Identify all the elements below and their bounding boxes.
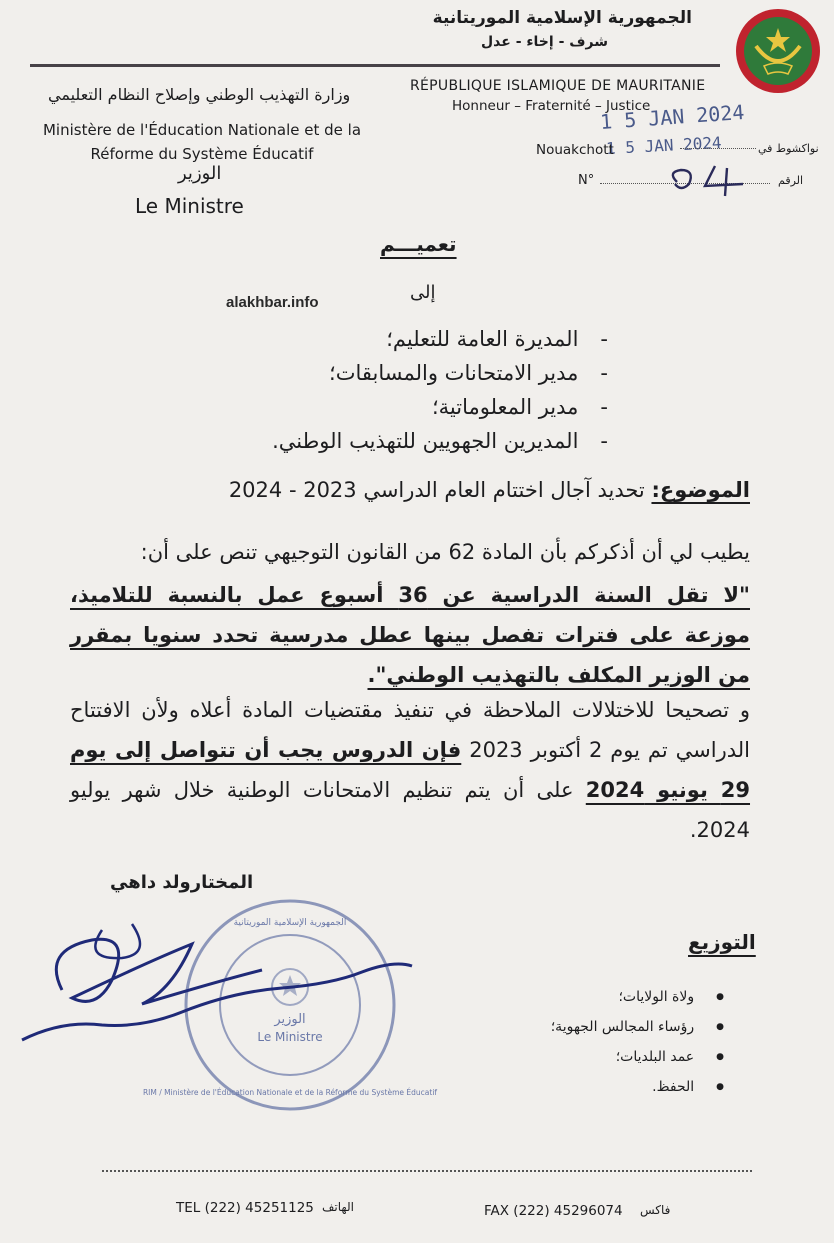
subject-text: تحديد آجال اختتام العام الدراسي 2023 - 2024	[228, 478, 652, 502]
list-item: ● رؤساء المجالس الجهوية؛	[551, 1012, 724, 1042]
subject-label: الموضوع:	[651, 478, 750, 502]
subject-line	[229, 478, 750, 502]
date-dotted-line	[680, 148, 756, 149]
stamp-top-ar: الجمهورية الإسلامية الموريتانية	[233, 918, 347, 928]
header-rule	[30, 64, 720, 67]
date-stamp: 1 5 JAN 2024	[599, 99, 746, 135]
motto-fr: Honneur – Fraternité – Justice	[452, 98, 651, 114]
fax-number: FAX (222) 45296074	[484, 1203, 623, 1219]
list-item: - المديرة العامة للتعليم؛	[272, 322, 608, 356]
ministry-name-fr	[42, 118, 362, 166]
ministry-fr-line1: Ministère de l'Éducation Nationale et de la	[42, 121, 362, 139]
list-item: - مدير الامتحانات والمسابقات؛	[272, 356, 608, 390]
addressee-label: إلى	[410, 282, 436, 303]
ministry-fr-line2: Réforme du Système Éducatif	[90, 145, 314, 163]
mauritania-emblem-icon	[728, 6, 828, 96]
phone-number: TEL (222) 45251125	[176, 1200, 314, 1216]
document-title: تعميـــم	[380, 232, 457, 256]
article-quote	[70, 575, 750, 695]
number-label-ar: الرقم	[778, 174, 804, 187]
distribution-list	[551, 982, 724, 1102]
distribution-title: التوزيع	[688, 930, 756, 954]
fax-label-ar: فاكس	[640, 1203, 671, 1217]
paragraph-decision	[70, 690, 750, 850]
paragraph-intro: يطيب لي أن أذكركم بأن المادة 62 من القانون التوجيهي تنص على أن:	[140, 540, 750, 564]
list-item: ● الحفظ.	[551, 1072, 724, 1102]
decision-text-a: و تصحيحا للاختلالات الملاحظة في تنفيذ مقتضيات المادة أعلاه ولأن الافتتاح الدراسي تم يوم 2 أكتوبر 2023	[70, 698, 750, 762]
minister-title-fr: Le Ministre	[135, 194, 244, 218]
city-label-fr: Nouakchott	[536, 142, 614, 158]
footer-dotted-rule	[102, 1170, 752, 1172]
republic-name-ar: الجمهورية الإسلامية الموريتانية	[432, 8, 692, 28]
number-value: 04	[709, 198, 711, 199]
list-item: ● ولاة الولايات؛	[551, 982, 724, 1012]
decision-emphasis: فإن الدروس يجب أن تتواصل إلى يوم 29 يونيو 2024	[70, 738, 751, 802]
motto-ar: شرف - إخاء - عدل	[481, 34, 608, 50]
date-stamp-second: 1 5 JAN 2024	[605, 132, 723, 159]
stamp-center-fr: Le Ministre	[257, 1030, 323, 1044]
watermark: alakhbar.info	[226, 294, 319, 311]
stamp-ring-fr: RIM / Ministère de l'Éducation Nationale et de la Réforme du Système Éducatif	[142, 1088, 438, 1097]
minister-title-ar: الوزير	[178, 163, 222, 184]
handwritten-number	[665, 160, 755, 200]
list-item: ● عمد البلديات؛	[551, 1042, 724, 1072]
ministry-name-ar: وزارة التهذيب الوطني وإصلاح النظام التعليمي	[48, 85, 351, 104]
phone-label-ar: الهاتف	[322, 1200, 354, 1214]
city-label-ar: نواكشوط في	[758, 142, 819, 155]
handwritten-signature	[2, 900, 422, 1060]
list-item: - مدير المعلوماتية؛	[272, 390, 608, 424]
decision-text-b: على أن يتم تنظيم الامتحانات الوطنية خلال شهر يوليو 2024.	[70, 778, 750, 842]
list-item: - المديرين الجهويين للتهذيب الوطني.	[272, 424, 608, 458]
article-quote-text: "لا تقل السنة الدراسية عن 36 أسبوع عمل بالنسبة للتلاميذ، موزعة على فترات تفصل بينها عطل مدرسية تحدد سنويا بمقرر من الوزير المكلف بالتهذيب الوطني".	[70, 583, 750, 687]
stamp-center-ar: الوزير	[274, 1012, 306, 1027]
recipients-list	[272, 322, 608, 458]
republic-name-fr: RÉPUBLIQUE ISLAMIQUE DE MAURITANIE	[410, 78, 706, 94]
number-label-fr: N°	[578, 173, 595, 188]
signatory-name: المختارولد داهي	[110, 872, 254, 893]
